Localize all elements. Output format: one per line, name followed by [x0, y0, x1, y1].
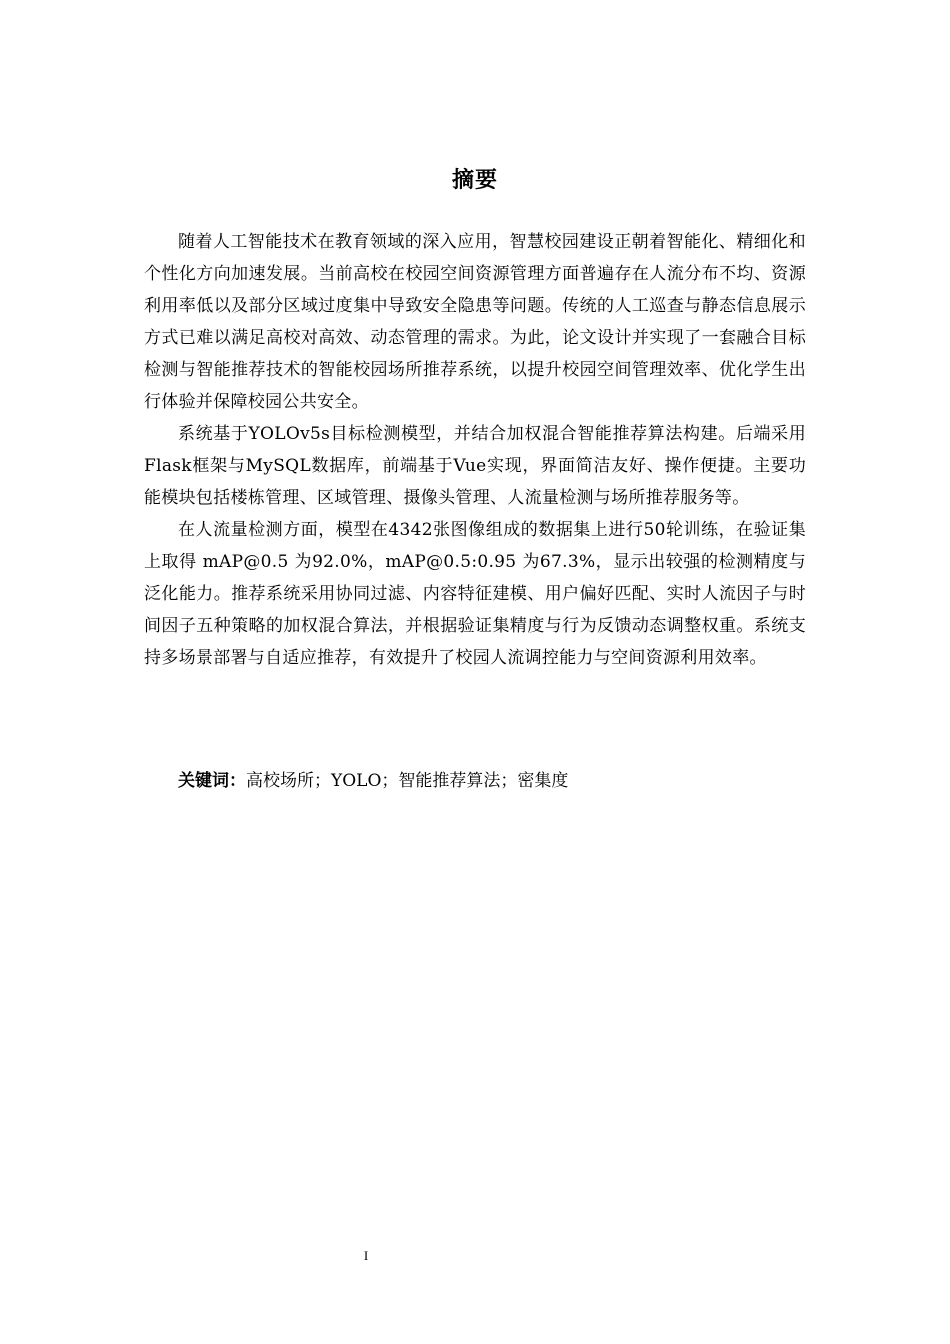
- abstract-paragraph-2: 系统基于YOLOv5s目标检测模型，并结合加权混合智能推荐算法构建。后端采用Flask框架与MySQL数据库，前端基于Vue实现，界面简洁友好、操作便捷。主要功能模块包括楼栋管理、区域管理、摄像头管理、人流量检测与场所推荐服务等。: [144, 424, 806, 508]
- keywords-label: 关键词：: [178, 771, 246, 791]
- page-number: I: [363, 1248, 369, 1263]
- abstract-paragraph-1: 随着人工智能技术在教育领域的深入应用，智慧校园建设正朝着智能化、精细化和个性化方向加速发展。当前高校在校园空间资源管理方面普遍存在人流分布不均、资源利用率低以及部分区域过度集中导致安全隐患等问题。传统的人工巡查与静态信息展示方式已难以满足高校对高效、动态管理的需求。为此，论文设计并实现了一套融合目标检测与智能推荐技术的智能校园场所推荐系统，以提升校园空间管理效率、优化学生出行体验并保障校园公共安全。: [144, 232, 806, 412]
- keywords-line: [178, 766, 568, 796]
- abstract-title: 摘要: [451, 168, 498, 193]
- abstract-paragraph-3: 在人流量检测方面，模型在4342张图像组成的数据集上进行50轮训练，在验证集上取得 mAP@0.5 为92.0%，mAP@0.5:0.95 为67.3%，显示出较强的检测精度与泛化能力。推荐系统采用协同过滤、内容特征建模、用户偏好匹配、实时人流因子与时间因子五种策略的加权混合算法，并根据验证集精度与行为反馈动态调整权重。系统支持多场景部署与自适应推荐，有效提升了校园人流调控能力与空间资源利用效率。: [144, 520, 806, 668]
- keywords-text: 高校场所；YOLO；智能推荐算法；密集度: [246, 771, 569, 791]
- abstract-body: [144, 226, 806, 674]
